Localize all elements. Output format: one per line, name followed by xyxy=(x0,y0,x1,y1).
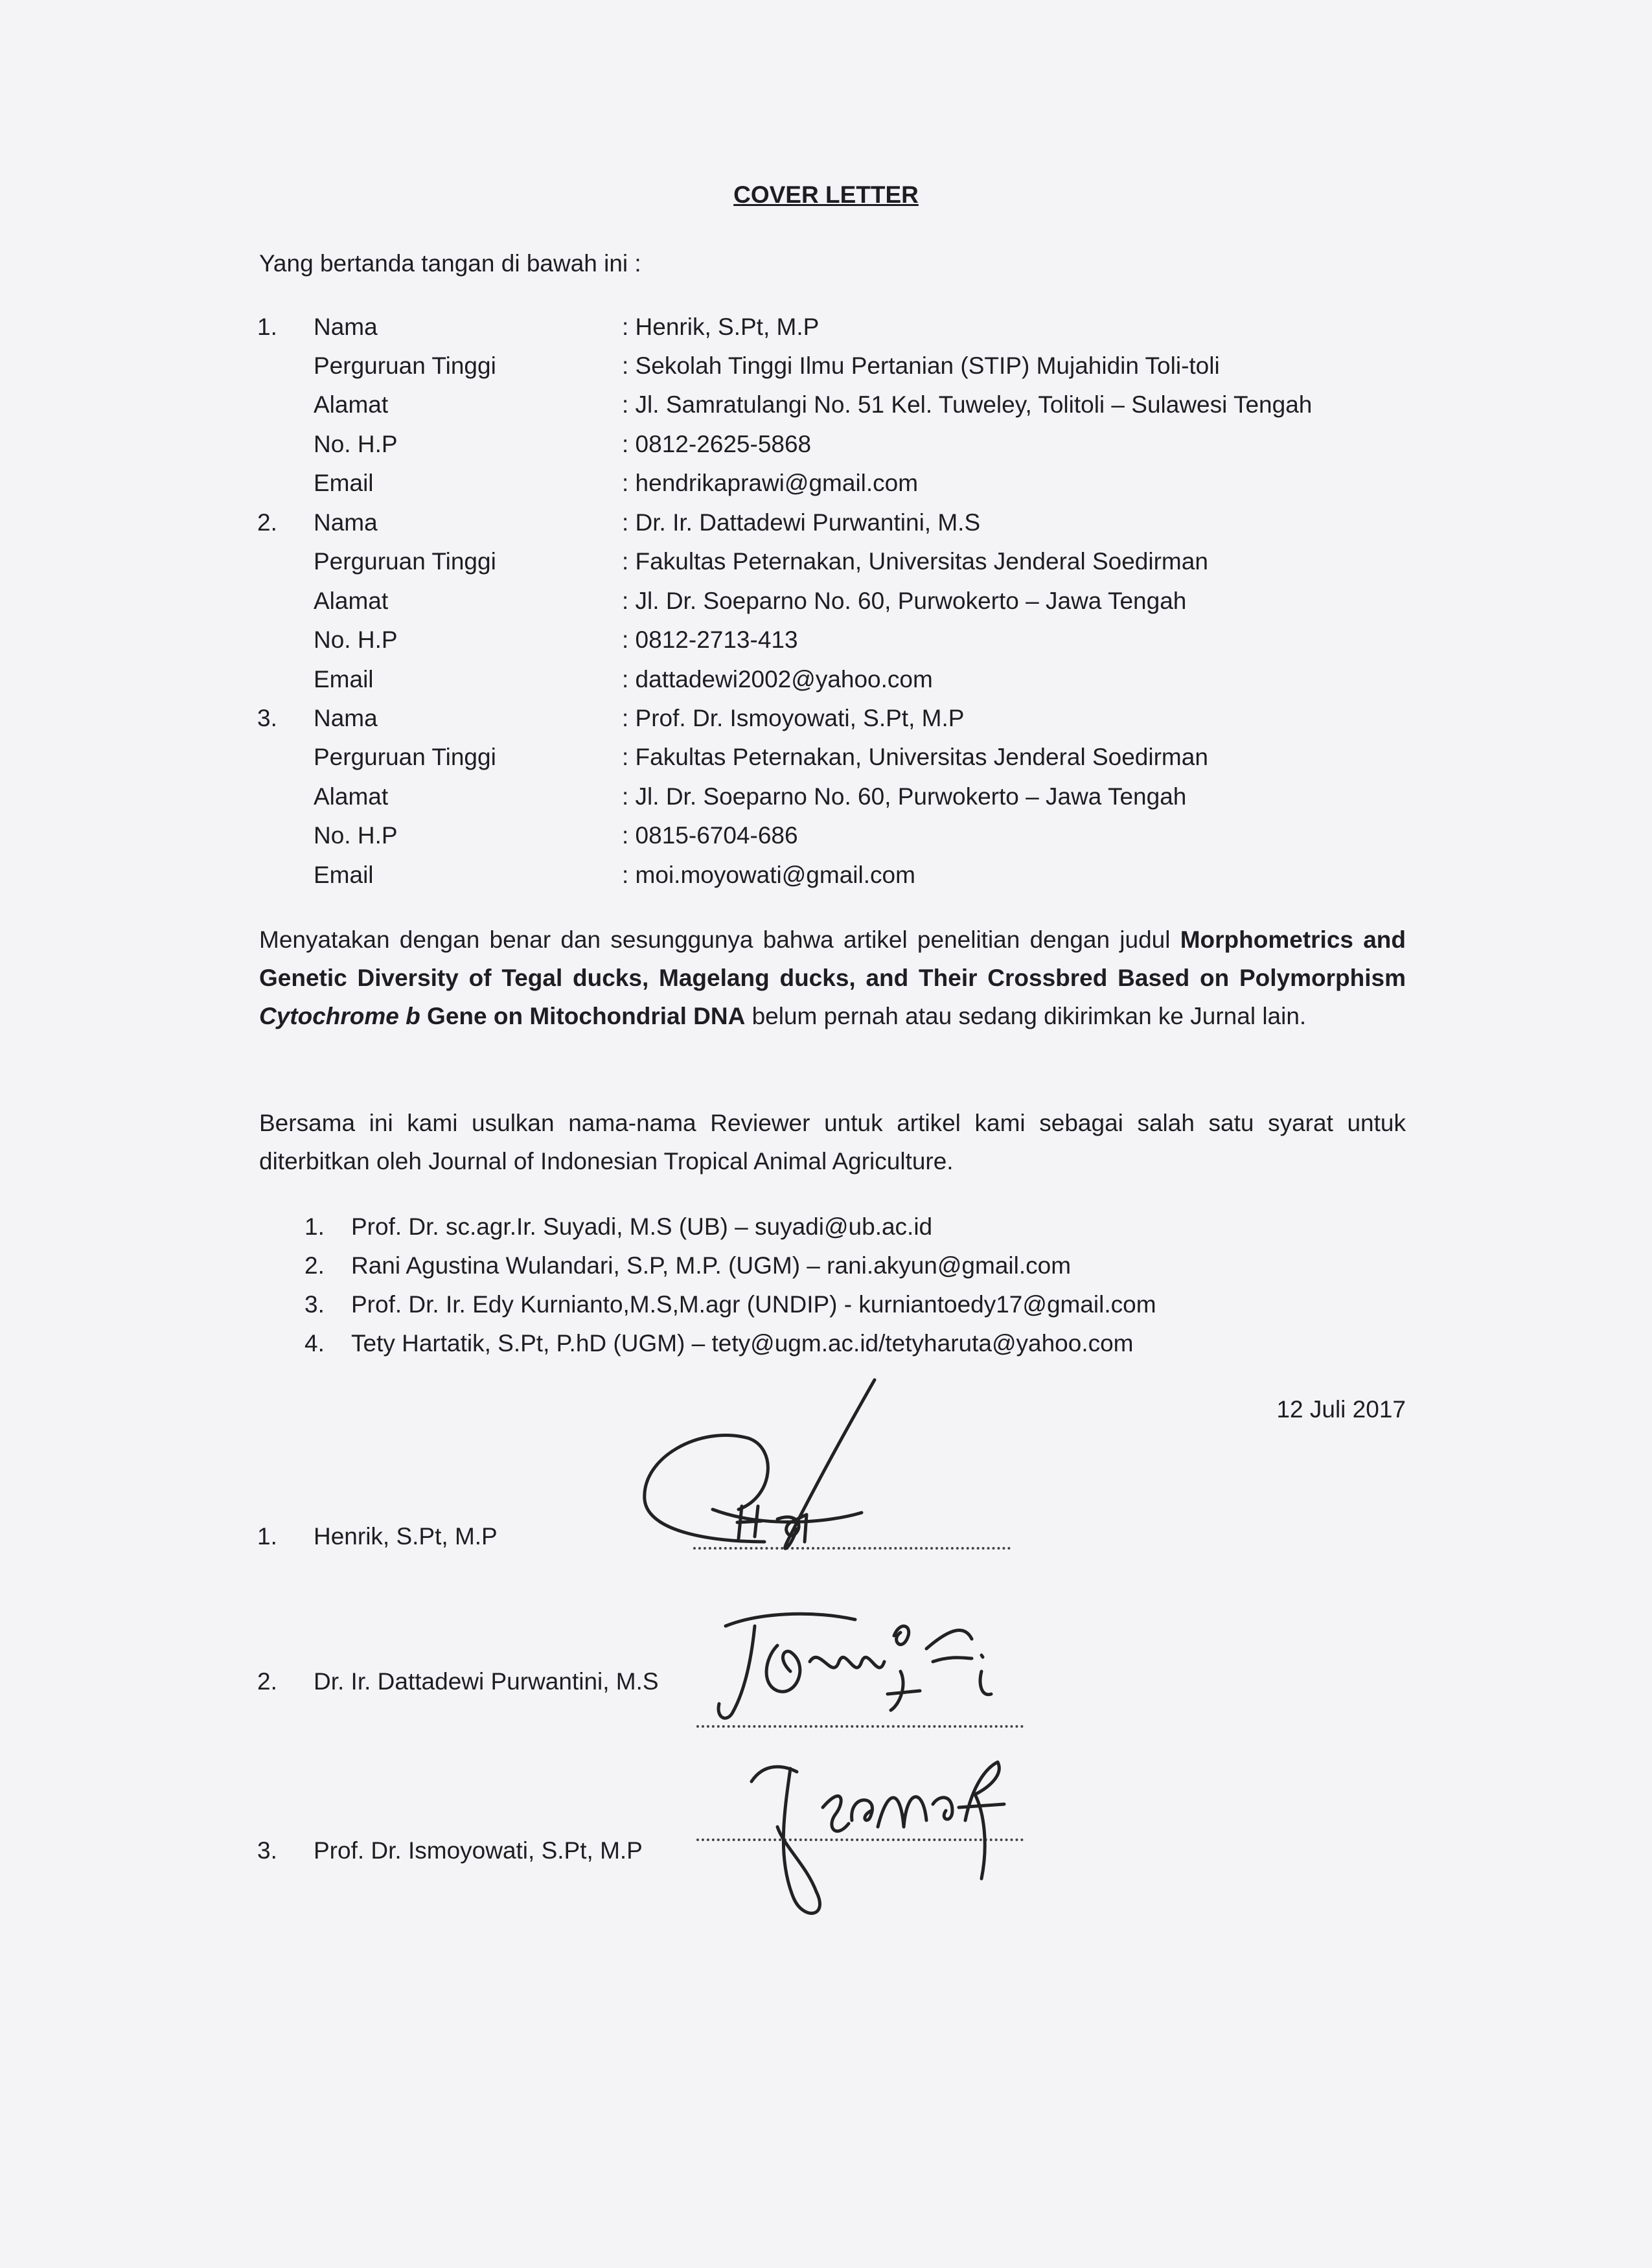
reviewer-number: 1. xyxy=(304,1213,325,1240)
signature-henrik xyxy=(635,1367,907,1561)
intro-line: Yang bertanda tangan di bawah ini : xyxy=(259,250,641,277)
label-alamat: Alamat xyxy=(314,588,389,614)
label-nama: Nama xyxy=(314,314,378,340)
reviewer-proposal-paragraph: Bersama ini kami usulkan nama-nama Reviewer untuk artikel kami sebagai salah satu syarat untuk diterbitkan oleh Journal of Indonesian Tropical Animal Agriculture. xyxy=(259,1110,1406,1174)
author-email: : dattadewi2002@yahoo.com xyxy=(622,666,933,693)
reviewer-number: 3. xyxy=(304,1291,325,1318)
reviewer-item: Prof. Dr. Ir. Edy Kurnianto,M.S,M.agr (UNDIP) - kurniantoedy17@gmail.com xyxy=(351,1291,1156,1318)
reviewer-item: Prof. Dr. sc.agr.Ir. Suyadi, M.S (UB) – suyadi@ub.ac.id xyxy=(351,1213,933,1240)
label-nama: Nama xyxy=(314,705,378,731)
author-institution: : Fakultas Peternakan, Universitas Jenderal Soedirman xyxy=(622,744,1208,770)
article-title-italic: Cytochrome b xyxy=(259,1003,420,1029)
article-title-part-2: Gene on Mitochondrial DNA xyxy=(420,1003,746,1029)
signatory-name: Prof. Dr. Ismoyowati, S.Pt, M.P xyxy=(314,1837,643,1864)
signatory-name: Dr. Ir. Dattadewi Purwantini, M.S xyxy=(314,1668,659,1695)
label-perguruan-tinggi: Perguruan Tinggi xyxy=(314,744,496,770)
document-title: COVER LETTER xyxy=(733,181,919,208)
signatory-number: 1. xyxy=(257,1523,277,1550)
author-name: : Prof. Dr. Ismoyowati, S.Pt, M.P xyxy=(622,705,965,731)
label-nama: Nama xyxy=(314,509,378,536)
author-address: : Jl. Samratulangi No. 51 Kel. Tuweley, Tolitoli – Sulawesi Tengah xyxy=(622,391,1313,418)
signatory-name: Henrik, S.Pt, M.P xyxy=(314,1523,498,1550)
label-hp: No. H.P xyxy=(314,822,398,849)
author-institution: : Sekolah Tinggi Ilmu Pertanian (STIP) Mujahidin Toli-toli xyxy=(622,352,1220,379)
reviewer-number: 4. xyxy=(304,1330,325,1357)
signatory-number: 2. xyxy=(257,1668,277,1695)
author-email: : moi.moyowati@gmail.com xyxy=(622,862,915,888)
label-hp: No. H.P xyxy=(314,626,398,653)
article-title-part-1: Morphometrics and Genetic Diversity of Tegal ducks, Magelang ducks, and Their Crossbred Based on Polymorphism xyxy=(259,926,1406,991)
author-address: : Jl. Dr. Soeparno No. 60, Purwokerto – Jawa Tengah xyxy=(622,588,1187,614)
label-email: Email xyxy=(314,470,374,496)
reviewer-number: 2. xyxy=(304,1252,325,1279)
label-alamat: Alamat xyxy=(314,391,389,418)
statement-text-1: Menyatakan dengan benar dan sesunggunya bahwa artikel penelitian dengan judul xyxy=(259,926,1180,953)
label-email: Email xyxy=(314,666,374,693)
signatory-number: 3. xyxy=(257,1837,277,1864)
reviewer-item: Rani Agustina Wulandari, S.P, M.P. (UGM) – rani.akyun@gmail.com xyxy=(351,1252,1072,1279)
author-number: 1. xyxy=(257,314,277,340)
author-number: 3. xyxy=(257,705,277,731)
author-name: : Dr. Ir. Dattadewi Purwantini, M.S xyxy=(622,509,981,536)
author-name: : Henrik, S.Pt, M.P xyxy=(622,314,820,340)
label-perguruan-tinggi: Perguruan Tinggi xyxy=(314,548,496,575)
author-number: 2. xyxy=(257,509,277,536)
reviewer-item: Tety Hartatik, S.Pt, P.hD (UGM) – tety@ugm.ac.id/tetyharuta@yahoo.com xyxy=(351,1330,1134,1357)
label-email: Email xyxy=(314,862,374,888)
signature-ismoyowati xyxy=(739,1749,1024,1930)
letter-date: 12 Juli 2017 xyxy=(1276,1396,1406,1423)
author-email: : hendrikaprawi@gmail.com xyxy=(622,470,919,496)
statement-text-2: belum pernah atau sedang dikirimkan ke Jurnal lain. xyxy=(745,1003,1307,1029)
author-address: : Jl. Dr. Soeparno No. 60, Purwokerto – Jawa Tengah xyxy=(622,783,1187,810)
label-alamat: Alamat xyxy=(314,783,389,810)
signature-dattadewi xyxy=(706,1600,1011,1730)
statement-paragraph xyxy=(259,921,1406,1035)
author-phone: : 0815-6704-686 xyxy=(622,822,798,849)
label-perguruan-tinggi: Perguruan Tinggi xyxy=(314,352,496,379)
author-phone: : 0812-2713-413 xyxy=(622,626,798,653)
author-institution: : Fakultas Peternakan, Universitas Jenderal Soedirman xyxy=(622,548,1208,575)
label-hp: No. H.P xyxy=(314,431,398,457)
author-phone: : 0812-2625-5868 xyxy=(622,431,812,457)
